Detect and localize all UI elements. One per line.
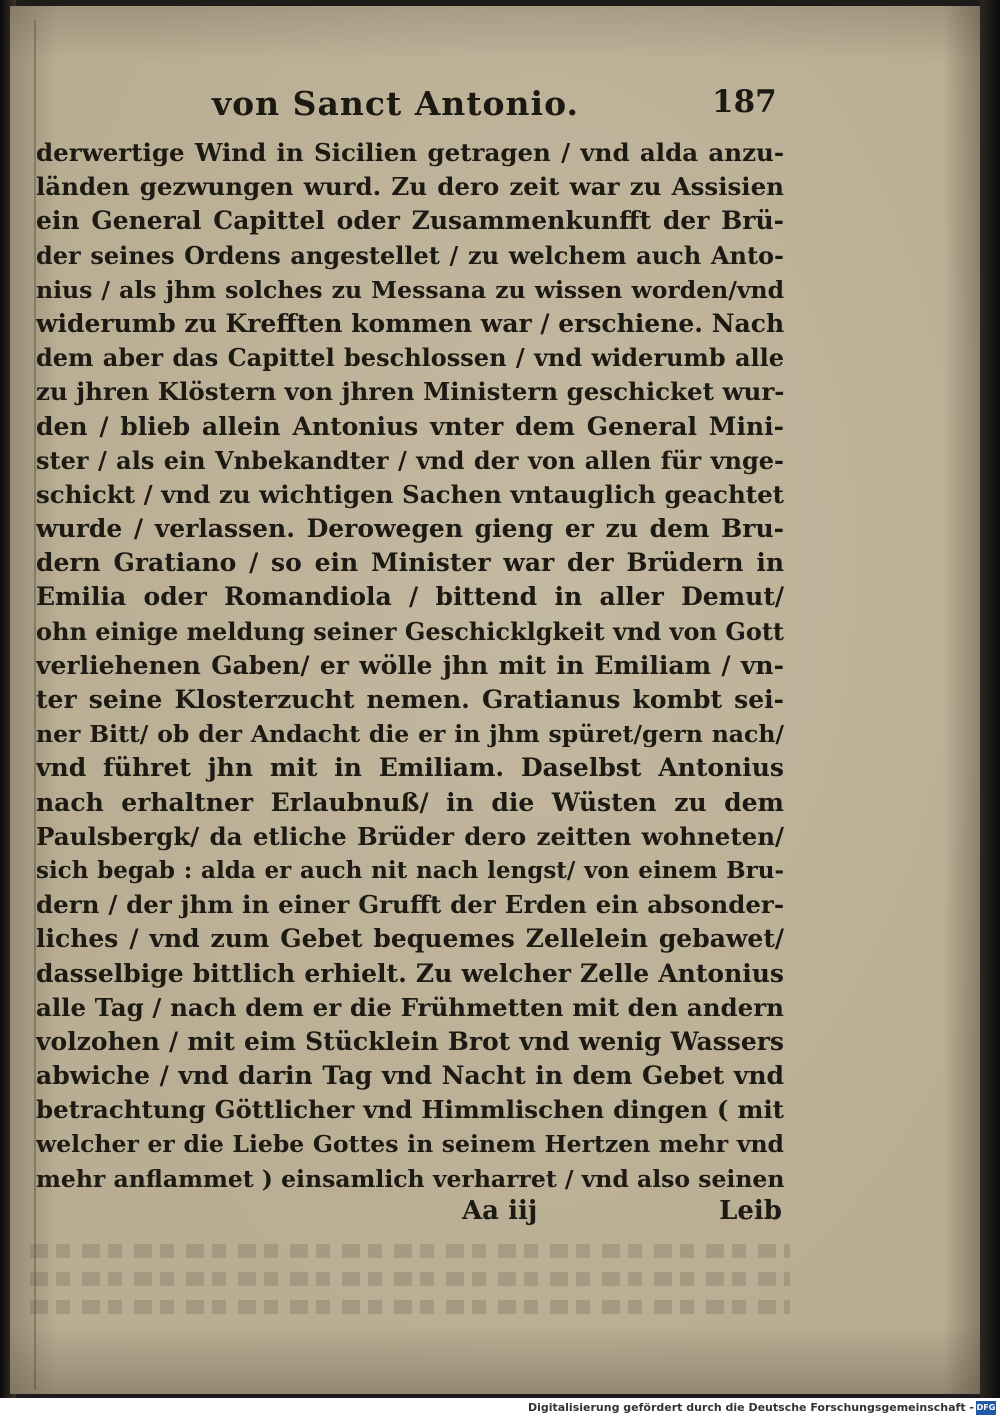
text-line: ohn einige meldung seiner Geschicklgkeit vnd von Gott [36,616,784,646]
text-line: der seines Ordens angestellet / zu welchem auch Anto- [36,240,784,270]
text-line: vnd führet jhn mit in Emiliam. Daselbst Antonius [36,753,784,783]
text-line: betrachtung Göttlicher vnd Himmlischen dingen ( mit [36,1095,784,1125]
text-line: Emilia oder Romandiola / bittend in aller Demut/ [36,582,784,612]
running-head: von Sanct Antonio. [212,84,579,123]
text-line: dasselbige bittlich erhielt. Zu welcher Zelle Antonius [36,958,784,988]
text-line: widerumb zu Krefften kommen war / erschiene. Nach [36,308,784,338]
text-line: schickt / vnd zu wichtigen Sachen vntauglich geachtet [36,479,784,509]
text-line: nach erhaltner Erlaubnuß/ in die Wüsten zu dem [36,787,784,817]
text-line: sich begab : alda er auch nit nach lengst/ von einem Bru- [36,856,784,884]
text-line: ein General Capittel oder Zusammenkunfft der Brü- [36,206,784,236]
page-edge-shadow [980,0,1000,1398]
text-line: verliehenen Gaben/ er wölle jhn mit in Emiliam / vn- [36,650,784,680]
text-line: den / blieb allein Antonius vnter dem General Mini- [36,411,784,441]
text-line: abwiche / vnd darin Tag vnd Nacht in dem Gebet vnd [36,1061,784,1091]
text-line: nius / als jhm solches zu Messana zu wissen worden/vnd [36,275,784,304]
text-line: welcher er die Liebe Gottes in seinem Hertzen mehr vnd [36,1130,784,1159]
text-line: ner Bitt/ ob der Andacht die er in jhm spüret/gern nach/ [36,720,784,749]
text-line: zu jhren Klöstern von jhren Ministern geschicket wur- [36,377,784,407]
funding-credit: Digitalisierung gefördert durch die Deutsche Forschungsgemeinschaft - [527,1401,974,1414]
text-line: Paulsbergk/ da etliche Brüder dero zeitten wohneten/ [36,821,784,851]
text-line: wurde / verlassen. Derowegen gieng er zu dem Bru- [36,514,784,544]
catchword: Leib [719,1196,782,1226]
text-line: dern / der jhm in einer Grufft der Erden ein absonder- [36,890,784,920]
body-text [36,136,784,1196]
text-line: dem aber das Capittel beschlossen / vnd widerumb alle [36,343,784,373]
text-line: länden gezwungen wurd. Zu dero zeit war zu Assisien [36,172,784,202]
page-number: 187 [712,84,777,120]
text-line: derwertige Wind in Sicilien getragen / vnd alda anzu- [36,138,784,167]
text-line: alle Tag / nach dem er die Frühmetten mit den andern [36,992,784,1022]
text-line: liches / vnd zum Gebet bequemes Zellelein gebawet/ [36,924,784,954]
text-line: ter seine Klosterzucht nemen. Gratianus kombt sei- [36,685,784,714]
text-line: mehr anflammet ) einsamlich verharret / vnd also seinen [36,1164,784,1193]
catchline [462,1196,782,1230]
ink-bleed-through [30,1230,790,1350]
dfg-logo-icon: DFG [976,1401,996,1415]
text-line: dern Gratiano / so ein Minister war der Brüdern in [36,548,784,578]
footer-bar [0,1398,1000,1420]
text-line: volzohen / mit eim Stücklein Brot vnd wenig Wassers [36,1026,784,1056]
signature-mark: Aa iij [462,1196,538,1226]
text-line: ster / als ein Vnbekandter / vnd der von allen für vnge- [36,445,784,475]
